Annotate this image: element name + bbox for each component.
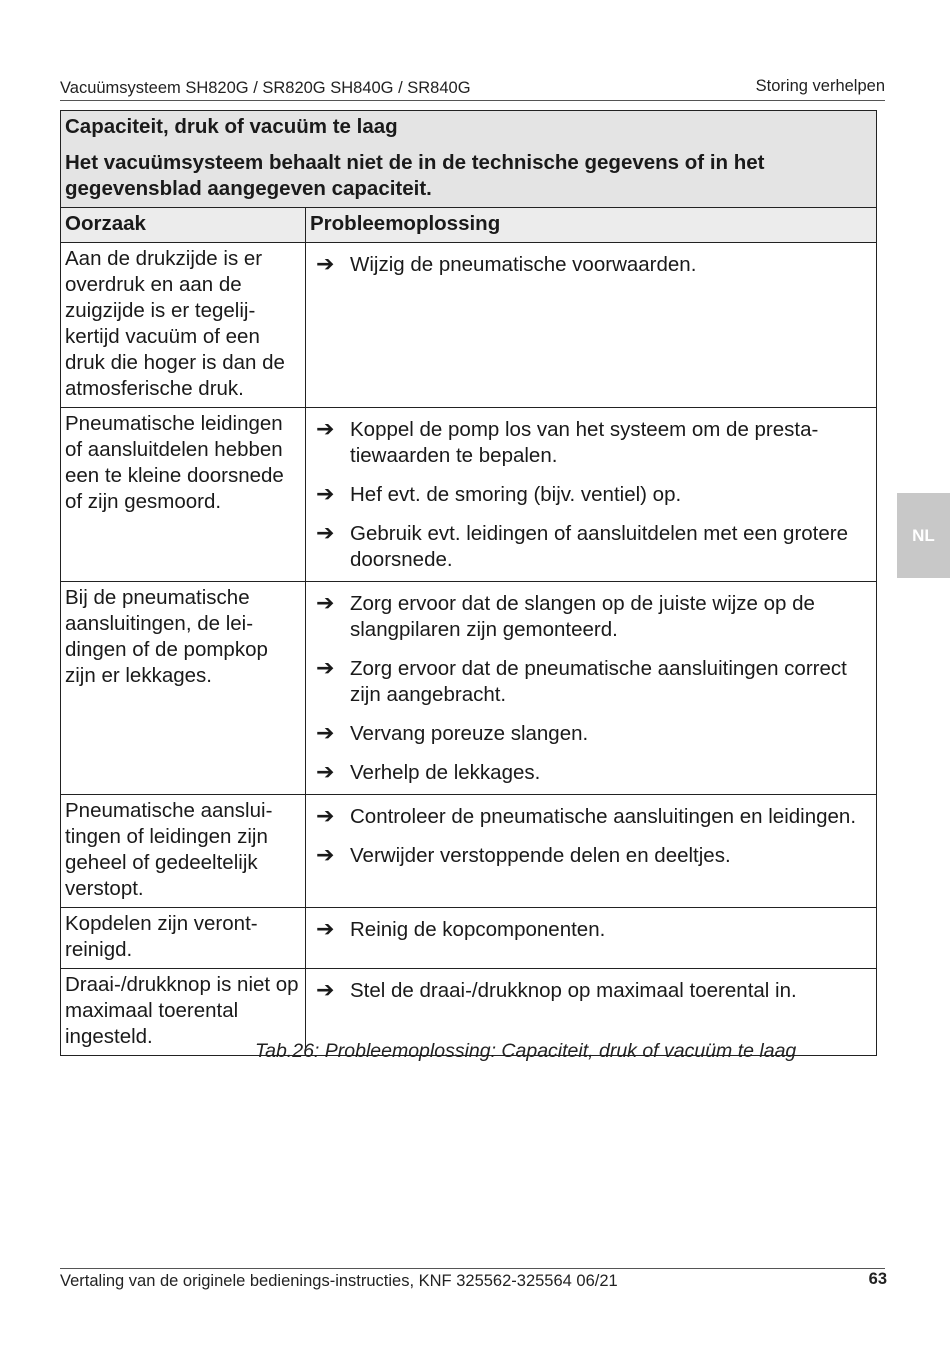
solution-item	[310, 252, 872, 278]
table-caption: Tab.26: Probleemoplossing: Capaciteit, druk of vacuüm te laag	[255, 1040, 797, 1062]
solution-text: Verwijder verstoppende delen en deeltjes.	[350, 844, 731, 867]
solution-item	[310, 417, 872, 469]
solution-text: Koppel de pomp los van het systeem om de prestatiewaarden te bepalen.	[350, 418, 819, 467]
solution-cell	[306, 408, 877, 582]
solution-text: Zorg ervoor dat de pneumatische aansluitingen correct zijn aangebracht.	[350, 657, 847, 706]
solution-item	[310, 656, 872, 708]
solution-text: Gebruik evt. leidingen of aansluitdelen met een grotere doorsnede.	[350, 522, 849, 571]
table-title: Capaciteit, druk of vacuüm te laag	[65, 115, 398, 138]
cause-cell: Aan de drukzijde is er overdruk en aan de zuigzijde is er tegelijkertijd vacuüm of een druk die hoger is dan de atmosferische druk.	[61, 243, 306, 408]
table-row	[61, 795, 877, 908]
solution-item	[310, 843, 872, 869]
arrow-right-icon: ➔	[316, 721, 335, 746]
arrow-right-icon: ➔	[316, 843, 335, 868]
table-row	[61, 582, 877, 795]
footer-divider	[60, 1268, 885, 1269]
page-number: 63	[868, 1270, 887, 1288]
solution-cell	[306, 243, 877, 408]
arrow-right-icon: ➔	[316, 917, 335, 942]
solution-cell	[306, 908, 877, 969]
troubleshooting-table	[60, 110, 877, 1056]
table-row	[61, 243, 877, 408]
solution-text: Controleer de pneumatische aansluitingen en leidingen.	[350, 805, 857, 828]
arrow-right-icon: ➔	[316, 417, 335, 442]
cause-cell: Pneumatische aansluitingen of leidingen zijn geheel of gedeeltelijk verstopt.	[61, 795, 306, 908]
solution-item	[310, 482, 872, 508]
arrow-right-icon: ➔	[316, 482, 335, 507]
solution-item	[310, 804, 872, 830]
arrow-right-icon: ➔	[316, 804, 335, 829]
header-document-title: Vacuümsysteem SH820G / SR820G SH840G / SR840G	[60, 79, 471, 97]
table-header-row	[61, 208, 877, 243]
solution-cell	[306, 582, 877, 795]
arrow-right-icon: ➔	[316, 978, 335, 1003]
cause-cell: Kopdelen zijn verontreinigd.	[61, 908, 306, 969]
table-title-row	[61, 111, 877, 208]
solution-cell	[306, 795, 877, 908]
solution-text: Wijzig de pneumatische voorwaarden.	[350, 253, 697, 276]
arrow-right-icon: ➔	[316, 656, 335, 681]
solution-item	[310, 591, 872, 643]
column-header-solution: Probleemoplossing	[306, 208, 877, 243]
arrow-right-icon: ➔	[316, 521, 335, 546]
cause-cell: Draai-/drukknop is niet op maximaal toerental ingesteld.	[61, 969, 306, 1056]
solution-text: Verhelp de lekkages.	[350, 761, 541, 784]
cause-cell: Bij de pneumatische aansluitingen, de leidingen of de pompkop zijn er lekkages.	[61, 582, 306, 795]
footer-text: Vertaling van de originele bedienings-instructies, KNF 325562-325564 06/21	[60, 1272, 618, 1290]
solution-text: Stel de draai-/drukknop op maximaal toerental in.	[350, 979, 797, 1002]
solution-text: Vervang poreuze slangen.	[350, 722, 589, 745]
column-header-cause: Oorzaak	[61, 208, 306, 243]
solution-item	[310, 721, 872, 747]
arrow-right-icon: ➔	[316, 760, 335, 785]
arrow-right-icon: ➔	[316, 591, 335, 616]
table-row	[61, 908, 877, 969]
solution-item	[310, 978, 872, 1004]
table-row	[61, 408, 877, 582]
solution-text: Reinig de kopcomponenten.	[350, 918, 606, 941]
solution-item	[310, 521, 872, 573]
solution-item	[310, 917, 872, 943]
header-divider	[60, 100, 885, 101]
header-section-title: Storing verhelpen	[755, 77, 885, 95]
arrow-right-icon: ➔	[316, 252, 335, 277]
table-subtitle: Het vacuümsysteem behaalt niet de in de technische gegevens of in het gegevensblad aangegeven capaciteit.	[65, 151, 765, 200]
solution-text: Hef evt. de smoring (bijv. ventiel) op.	[350, 483, 682, 506]
cause-cell: Pneumatische leidingen of aansluitdelen hebben een te kleine doorsnede of zijn gesmoord.	[61, 408, 306, 582]
language-tab: NL	[897, 493, 950, 578]
solution-item	[310, 760, 872, 786]
solution-text: Zorg ervoor dat de slangen op de juiste wijze op de slangpilaren zijn gemonteerd.	[350, 592, 815, 641]
